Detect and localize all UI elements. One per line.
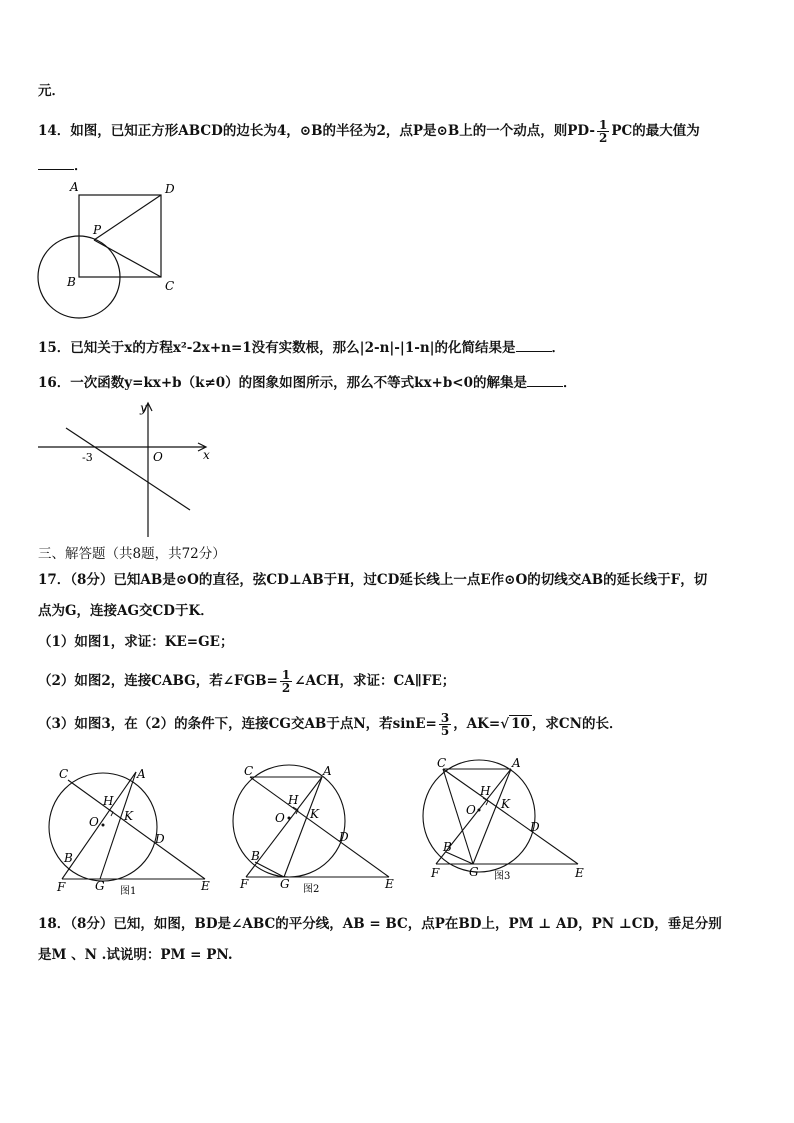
svg-text:O: O (89, 815, 99, 829)
svg-text:G: G (280, 877, 290, 891)
label-d: D (165, 182, 175, 196)
svg-text:C: C (59, 767, 69, 781)
svg-text:H: H (103, 794, 114, 808)
svg-text:A: A (323, 764, 332, 778)
svg-text:G: G (469, 865, 479, 879)
svg-text:E: E (575, 866, 584, 880)
label-c: C (165, 279, 175, 293)
svg-text:K: K (310, 807, 319, 821)
question-14-answer-blank[interactable]: ． (38, 157, 88, 175)
label-p: P (93, 223, 102, 237)
svg-text:B: B (251, 849, 260, 863)
question-16-text: 16．一次函数y=kx+b（k≠0）的图象如图所示，那么不等式kx+b<0的解集是 ． (38, 375, 577, 391)
svg-text:H: H (288, 793, 299, 807)
question-17-part2: （2）如图2，连接CABG，若∠FGB= $\frac{1}{2}$ ∠ACH，求证：CA∥FE； (38, 668, 456, 695)
svg-text:G: G (95, 879, 105, 893)
question-17-part3: （3）如图3，在（2）的条件下，连接CG交AB于点N，若sinE= $\frac{3}{5}$ ，AK=√ 10 ，求CN的长． (38, 711, 623, 738)
question-15-text: 15．已知关于x的方程x²-2x+n=1没有实数根，那么|2-n|-|1-n|的化简结果是 ． (38, 340, 566, 356)
section-heading: 三、解答题（共8题，共72分） (38, 546, 226, 562)
label-y: y (140, 401, 147, 415)
label-neg3: -3 (82, 451, 93, 464)
fig3-caption: 图3 (494, 871, 511, 882)
fig2-caption: 图2 (303, 884, 320, 895)
label-origin: O (153, 450, 163, 464)
svg-text:A: A (137, 767, 146, 781)
label-x: x (203, 448, 210, 462)
svg-text:F: F (57, 880, 66, 894)
svg-text:B: B (64, 851, 73, 865)
svg-text:K: K (124, 809, 133, 823)
svg-text:B: B (443, 840, 452, 854)
question-18-line1: 18．（8分）已知，如图，BD是∠ABC的平分线，AB = BC，点P在BD上，PM ⊥ AD，PN ⊥CD，垂足分别 (38, 916, 722, 932)
question-18-line2: 是M 、N .试说明：PM = PN. (38, 947, 233, 963)
svg-text:C: C (437, 756, 447, 770)
fraction-half-2: $\frac{1}{2}$ (281, 668, 291, 695)
question-17-line1: 17．（8分）已知AB是⊙O的直径，弦CD⊥AB于H，过CD延长线上一点E作⊙O的切线交AB的延长线于F，切 (38, 572, 708, 588)
svg-text:F: F (240, 877, 249, 891)
question-17-part1: （1）如图1，求证：KE=GE； (38, 634, 234, 650)
svg-text:F: F (431, 866, 440, 880)
fig1-caption: 图1 (120, 886, 137, 897)
svg-text:D: D (339, 830, 349, 844)
svg-text:C: C (244, 764, 254, 778)
svg-text:D: D (530, 820, 540, 834)
svg-text:A: A (512, 756, 521, 770)
prev-question-fragment: 元． (38, 83, 65, 99)
svg-text:H: H (480, 784, 491, 798)
svg-text:O: O (466, 803, 476, 817)
svg-text:E: E (201, 879, 210, 893)
svg-text:D: D (155, 832, 165, 846)
question-17-line2: 点为G，连接AG交CD于K． (38, 603, 214, 619)
label-b: B (67, 275, 76, 289)
fraction-three-fifths: $\frac{3}{5}$ (440, 711, 450, 738)
svg-text:K: K (501, 797, 510, 811)
svg-text:E: E (385, 877, 394, 891)
label-a: A (70, 180, 79, 194)
fraction-half: $\frac{1}{2}$ (598, 118, 608, 145)
question-14-text: 14．如图，已知正方形ABCD的边长为4，⊙B的半径为2，点P是⊙B上的一个动点，则PD- $\frac{1}{2}$ PC的最大值为 (38, 118, 700, 145)
svg-text:O: O (275, 811, 285, 825)
